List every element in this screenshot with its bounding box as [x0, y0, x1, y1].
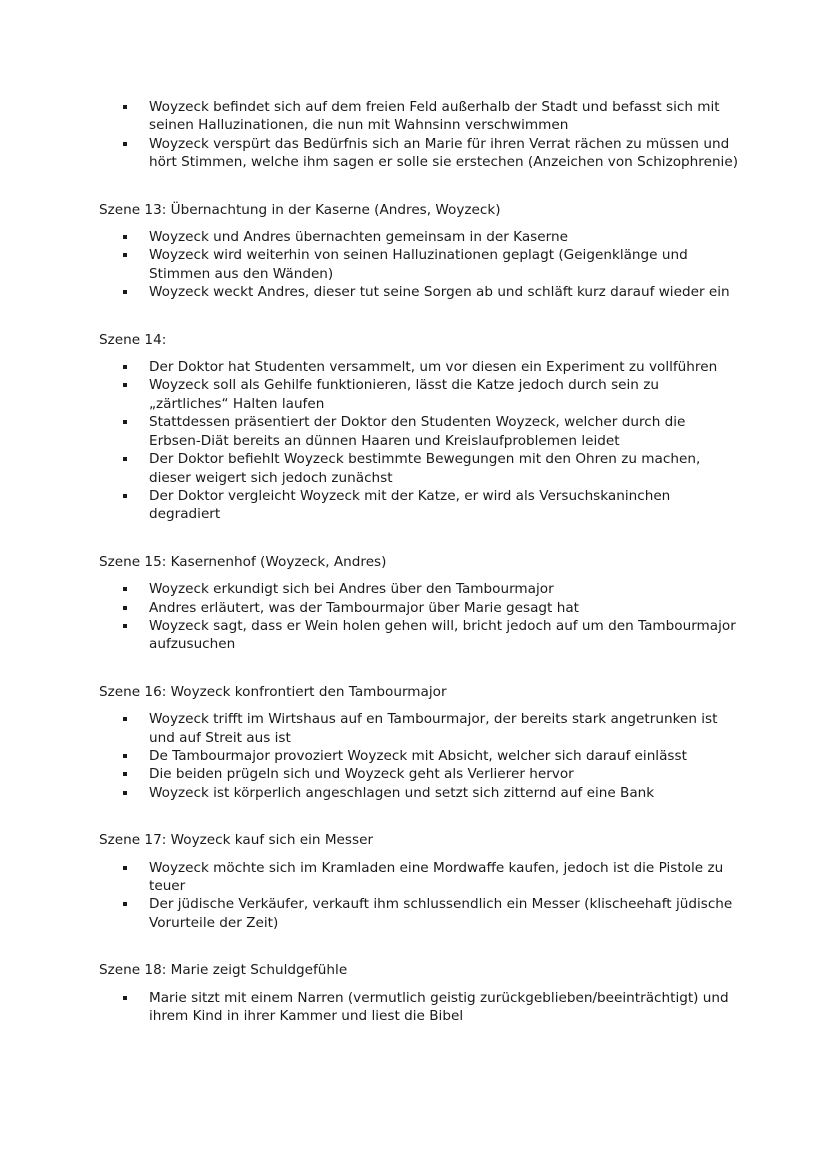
list-item-text: Woyzeck sagt, dass er Wein holen gehen will, bricht jedoch auf um den Tambourmajor aufzusuchen — [149, 617, 736, 653]
list-item — [99, 450, 739, 487]
list-item-text: Woyzeck soll als Gehilfe funktionieren, lässt die Katze jedoch durch sein zu „zärtliches“ Halten laufen — [149, 377, 659, 412]
list-item — [99, 859, 739, 896]
bullet-marker — [123, 772, 127, 776]
list-item — [99, 376, 739, 413]
list-item-text: De Tambourmajor provoziert Woyzeck mit Absicht, welcher sich darauf einlässt — [149, 747, 687, 764]
bullet-marker — [123, 253, 127, 257]
bullet-marker — [123, 365, 127, 369]
bullet-marker — [123, 142, 127, 146]
bullet-list — [99, 358, 739, 524]
section-heading: Szene 13: Übernachtung in der Kaserne (Andres, Woyzeck) — [99, 201, 501, 218]
bullet-list — [99, 989, 739, 1026]
bullet-marker — [123, 717, 127, 721]
bullet-list — [99, 228, 739, 302]
section-heading: Szene 17: Woyzeck kauf sich ein Messer — [99, 832, 374, 849]
bullet-marker — [123, 494, 127, 498]
section-heading: Szene 14: — [99, 331, 167, 348]
list-item-text: Woyzeck weckt Andres, dieser tut seine Sorgen ab und schläft kurz darauf wieder ein — [149, 284, 730, 301]
list-item-text: Die beiden prügeln sich und Woyzeck geht als Verlierer hervor — [149, 766, 574, 783]
list-item-text: Marie sitzt mit einem Narren (vermutlich geistig zurückgeblieben/beeinträchtigt) und ihrem Kind in ihrer Kammer und liest die Bibel — [149, 989, 729, 1025]
list-item-text: Woyzeck wird weiterhin von seinen Halluzinationen geplagt (Geigenklänge und Stimmen aus den Wänden) — [149, 247, 688, 282]
list-item — [99, 895, 739, 932]
list-item — [99, 989, 739, 1026]
list-item — [99, 784, 739, 802]
list-item — [99, 413, 739, 450]
bullet-marker — [123, 420, 127, 424]
bullet-marker — [123, 902, 127, 906]
bullet-marker — [123, 606, 127, 610]
list-item-text: Woyzeck möchte sich im Kramladen eine Mordwaffe kaufen, jedoch ist die Pistole zu teuer — [149, 859, 724, 894]
list-item — [99, 228, 739, 246]
document-content — [99, 98, 739, 1025]
list-item — [99, 747, 739, 765]
list-item — [99, 98, 739, 135]
bullet-marker — [123, 624, 127, 628]
bullet-marker — [123, 996, 127, 1000]
list-item-text: Woyzeck trifft im Wirtshaus auf en Tambourmajor, der bereits stark angetrunken ist und auf Streit aus ist — [149, 711, 718, 746]
list-item — [99, 358, 739, 376]
list-item — [99, 765, 739, 783]
section-heading: Szene 15: Kasernenhof (Woyzeck, Andres) — [99, 553, 387, 570]
bullet-list — [99, 710, 739, 802]
list-item — [99, 135, 739, 172]
bullet-marker — [123, 791, 127, 795]
list-item-text: Woyzeck erkundigt sich bei Andres über den Tambourmajor — [149, 581, 554, 598]
list-item-text: Woyzeck verspürt das Bedürfnis sich an Marie für ihren Verrat rächen zu müssen und hört Stimmen, welche ihm sagen er solle sie erstechen (Anzeichen von Schizophrenie) — [149, 135, 738, 171]
list-item — [99, 599, 739, 617]
bullet-marker — [123, 866, 127, 870]
bullet-marker — [123, 587, 127, 591]
bullet-marker — [123, 235, 127, 239]
bullet-marker — [123, 383, 127, 387]
bullet-marker — [123, 105, 127, 109]
bullet-list — [99, 580, 739, 654]
bullet-marker — [123, 754, 127, 758]
list-item — [99, 617, 739, 654]
list-item-text: Der Doktor vergleicht Woyzeck mit der Katze, er wird als Versuchskaninchen degradiert — [149, 487, 671, 523]
section-heading: Szene 18: Marie zeigt Schuldgefühle — [99, 962, 348, 979]
list-item-text: Woyzeck ist körperlich angeschlagen und setzt sich zitternd auf eine Bank — [149, 784, 655, 801]
list-item-text: Stattdessen präsentiert der Doktor den Studenten Woyzeck, welcher durch die Erbsen-Diät bereits an dünnen Haaren und Kreislaufproblemen leidet — [149, 414, 686, 449]
list-item-text: Woyzeck und Andres übernachten gemeinsam in der Kaserne — [149, 229, 568, 246]
list-item — [99, 283, 739, 301]
list-item-text: Andres erläutert, was der Tambourmajor über Marie gesagt hat — [149, 599, 579, 616]
list-item-text: Der Doktor hat Studenten versammelt, um vor diesen ein Experiment zu vollführen — [149, 359, 718, 376]
list-item — [99, 487, 739, 524]
list-item-text: Woyzeck befindet sich auf dem freien Feld außerhalb der Stadt und befasst sich mit seinen Halluzinationen, die nun mit Wahnsinn verschwimmen — [149, 99, 720, 134]
bullet-marker — [123, 457, 127, 461]
list-item — [99, 580, 739, 598]
section-heading: Szene 16: Woyzeck konfrontiert den Tambourmajor — [99, 683, 447, 700]
list-item-text: Der Doktor befiehlt Woyzeck bestimmte Bewegungen mit den Ohren zu machen, dieser weigert sich jedoch zunächst — [149, 451, 701, 486]
list-item-text: Der jüdische Verkäufer, verkauft ihm schlussendlich ein Messer (klischeehaft jüdische Vorurteile der Zeit) — [149, 896, 733, 931]
list-item — [99, 710, 739, 747]
bullet-marker — [123, 290, 127, 294]
list-item — [99, 246, 739, 283]
bullet-list — [99, 859, 739, 933]
bullet-list — [99, 98, 739, 172]
